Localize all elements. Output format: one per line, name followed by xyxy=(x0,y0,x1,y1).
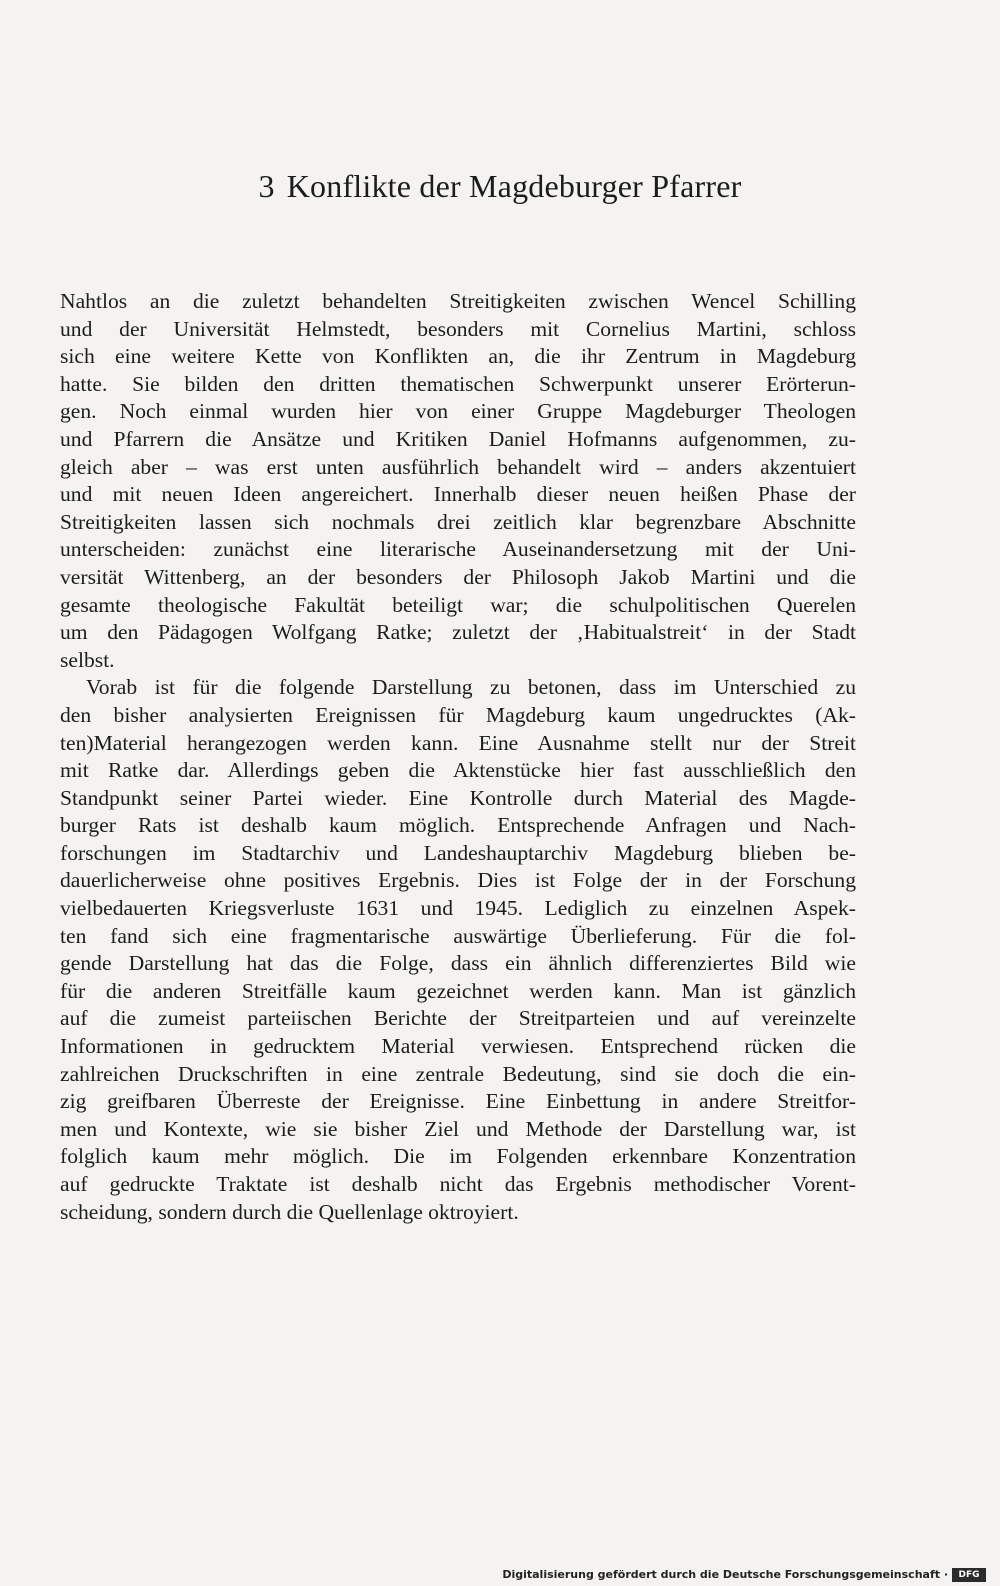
text-line: dauerlicherweise ohne positives Ergebnis. Dies ist Folge der in der Forschung xyxy=(60,868,856,893)
text-line: und Pfarrern die Ansätze und Kritiken Daniel Hofmanns aufgenommen, zu- xyxy=(60,426,856,451)
text-line: für die anderen Streitfälle kaum gezeichnet werden kann. Man ist gänzlich xyxy=(60,978,856,1003)
text-line: forschungen im Stadtarchiv und Landeshauptarchiv Magdeburg blieben be- xyxy=(60,840,856,865)
text-line: mit Ratke dar. Allerdings geben die Aktenstücke hier fast ausschließlich den xyxy=(60,758,856,783)
text-line: gleich aber – was erst unten ausführlich behandelt wird – anders akzentuiert xyxy=(60,454,856,479)
text-line: scheidung, sondern durch die Quellenlage oktroyiert. xyxy=(60,1199,519,1224)
text-line: Streitigkeiten lassen sich nochmals drei zeitlich klar begrenzbare Abschnitte xyxy=(60,509,856,534)
text-line: sich eine weitere Kette von Konflikten an, die ihr Zentrum in Magdeburg xyxy=(60,344,856,369)
text-line: gesamte theologische Fakultät beteiligt war; die schulpolitischen Querelen xyxy=(60,592,856,617)
text-line: hatte. Sie bilden den dritten thematischen Schwerpunkt unserer Erörterun- xyxy=(60,371,856,396)
chapter-number: 3 xyxy=(258,168,275,204)
text-line: zig greifbaren Überreste der Ereignisse. Eine Einbettung in andere Streitfor- xyxy=(60,1089,856,1114)
text-line: folglich kaum mehr möglich. Die im Folgenden erkennbare Konzentration xyxy=(60,1144,856,1169)
text-line: selbst. xyxy=(60,647,115,672)
text-line: Vorab ist für die folgende Darstellung zu betonen, dass im Unterschied zu xyxy=(86,675,856,700)
text-line: und der Universität Helmstedt, besonders mit Cornelius Martini, schloss xyxy=(60,316,856,341)
text-line: versität Wittenberg, an der besonders der Philosoph Jakob Martini und die xyxy=(60,564,856,589)
text-line: gende Darstellung hat das die Folge, dass ein ähnlich differenziertes Bild wie xyxy=(60,951,856,976)
text-line: men und Kontexte, wie sie bisher Ziel und Methode der Darstellung war, ist xyxy=(60,1116,856,1141)
text-line: zahlreichen Druckschriften in eine zentrale Bedeutung, sind sie doch die ein- xyxy=(60,1061,856,1086)
text-line: um den Pädagogen Wolfgang Ratke; zuletzt der ‚Habitualstreit‘ in der Stadt xyxy=(60,620,856,645)
digitization-note: Digitalisierung gefördert durch die Deutsche Forschungsgemeinschaft · xyxy=(502,1568,948,1581)
chapter-title: Konflikte der Magdeburger Pfarrer xyxy=(286,168,742,204)
text-line: gen. Noch einmal wurden hier von einer Gruppe Magdeburger Theologen xyxy=(60,399,856,424)
text-line: burger Rats ist deshalb kaum möglich. Entsprechende Anfragen und Nach- xyxy=(60,813,856,838)
text-line: den bisher analysierten Ereignissen für Magdeburg kaum ungedrucktes (Ak- xyxy=(60,702,856,727)
text-line: auf gedruckte Traktate ist deshalb nicht das Ergebnis methodischer Vorent- xyxy=(60,1172,856,1196)
body-text xyxy=(60,288,856,1226)
text-line: unterscheiden: zunächst eine literarische Auseinandersetzung mit der Uni- xyxy=(60,537,856,562)
text-line: Nahtlos an die zuletzt behandelten Streitigkeiten zwischen Wencel Schilling xyxy=(60,289,856,313)
text-line: und mit neuen Ideen angereichert. Innerhalb dieser neuen heißen Phase der xyxy=(60,482,856,507)
text-line: ten fand sich eine fragmentarische auswärtige Überlieferung. Für die fol- xyxy=(60,923,856,948)
text-line: Standpunkt seiner Partei wieder. Eine Kontrolle durch Material des Magde- xyxy=(60,785,856,810)
text-line: ten)Material herangezogen werden kann. Eine Ausnahme stellt nur der Streit xyxy=(60,730,856,755)
text-line: Informationen in gedrucktem Material verwiesen. Entsprechend rücken die xyxy=(60,1034,856,1059)
paragraph xyxy=(60,674,856,1226)
text-line: auf die zumeist parteiischen Berichte der Streitparteien und auf vereinzelte xyxy=(60,1006,856,1031)
text-line: vielbedauerten Kriegsverluste 1631 und 1945. Lediglich zu einzelnen Aspek- xyxy=(60,896,856,921)
chapter-heading xyxy=(0,166,1000,206)
paragraph xyxy=(60,288,856,674)
dfg-logo: DFG xyxy=(952,1568,986,1582)
